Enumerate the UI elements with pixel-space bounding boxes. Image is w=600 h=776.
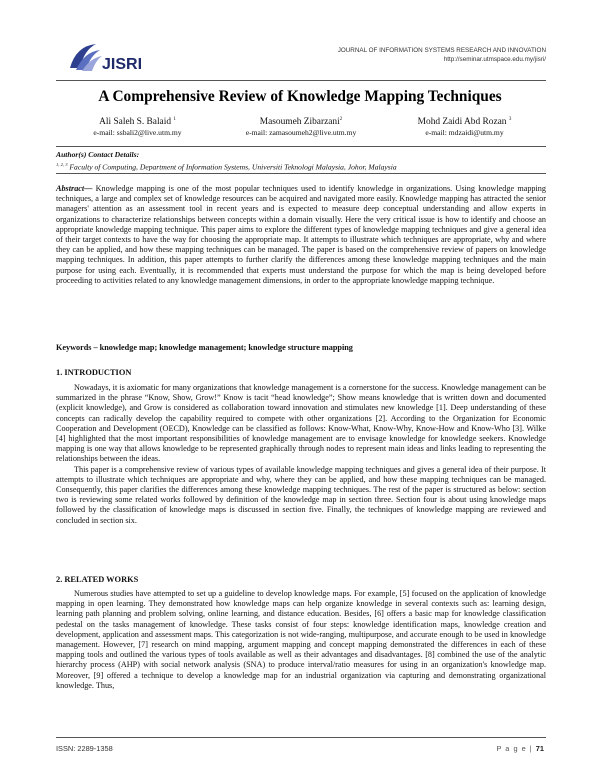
jisri-logo bbox=[66, 38, 156, 78]
contact-heading: Author(s) Contact Details: bbox=[56, 150, 140, 159]
abstract-label: Abstract— bbox=[56, 184, 93, 193]
logo-swoosh-icon bbox=[70, 44, 102, 71]
author-sup: 1 bbox=[173, 117, 176, 122]
affiliation: Faculty of Computing, Department of Information Systems, Universiti Teknologi Malaysia, Johor, Malaysia bbox=[69, 162, 397, 172]
author-sup: 2 bbox=[339, 117, 343, 122]
author-name: Masoumeh Zibarzani bbox=[259, 117, 340, 128]
footer-divider bbox=[56, 737, 546, 738]
journal-name: JOURNAL OF INFORMATION SYSTEMS RESEARCH AND INNOVATION bbox=[337, 47, 546, 54]
logo-text: JISRI bbox=[102, 56, 143, 73]
abstract-text: Knowledge mapping is one of the most popular techniques used to identify knowledge in organizations. Using knowledge mapping techniques, a large and complex set of knowledge resources can be acquired and navigated more easily. Knowledge mapping has attracted the senior managers' attention as an assessment tool in recent years and is expected to measure deep conceptual understanding and allow experts in organizations to characterize relationships between concepts within a domain visually. Here the very critical issue is how to identify and choose an appropriate knowledge mapping technique. This paper aims to explore the different types of knowledge mapping techniques and give a general idea of their target contexts to have the way for choosing the appropriate map. It attempts to illustrate which techniques are appropriate, why and where they can be applied, and how these mapping techniques can be managed. The paper is based on the comprehensive review of papers on knowledge mapping techniques. In addition, this paper attempts to further clarify the differences among these knowledge mapping techniques and the main purpose for using each. Eventually, it is recommended that experts must understand the purpose for which the map is being developed before proceeding to activities related to any knowledge management dimensions, in order to the appropriate knowledge mapping technique. bbox=[56, 184, 546, 285]
journal-url[interactable]: http://seminar.utmspace.edu.my/jisri/ bbox=[443, 56, 546, 63]
abstract bbox=[56, 184, 546, 286]
author-sup: 3 bbox=[508, 117, 512, 122]
contact-divider-top bbox=[56, 146, 546, 147]
author-name: Ali Saleh S. Balaid bbox=[99, 117, 172, 128]
paper-title: A Comprehensive Review of Knowledge Mapping Techniques bbox=[98, 88, 502, 105]
paragraph: This paper is a comprehensive review of various types of available knowledge mapping techniques and gives a general idea of their purpose. It attempts to illustrate which techniques are appropriate and why, where they can be applied, and how these mapping techniques can be managed. Consequently, this paper clarifies the differences among these knowledge mapping techniques. The rest of the paper is structured as below: section two is reviewing some related works followed by definition of the knowledge map in section three. Section four is about using knowledge maps followed by the classification of knowledge maps is discussed in section five. Finally, the techniques of knowledge mapping are reviewed and concluded in section six. bbox=[56, 464, 546, 525]
keywords: Keywords – knowledge map; knowledge management; knowledge structure mapping bbox=[56, 343, 353, 352]
section-heading-introduction: 1. INTRODUCTION bbox=[56, 368, 132, 377]
contact-divider-bottom bbox=[56, 173, 546, 174]
page-label: P a g e | bbox=[496, 744, 533, 753]
author-list bbox=[56, 114, 546, 138]
journal-header bbox=[338, 46, 546, 64]
footer-issn: ISSN: 2289-1358 bbox=[56, 744, 113, 753]
author-email[interactable]: e-mail: ssbali2@live.utm.my bbox=[93, 128, 182, 138]
author bbox=[56, 114, 219, 138]
header-divider bbox=[56, 80, 546, 81]
section-introduction bbox=[56, 383, 546, 526]
author bbox=[220, 114, 383, 138]
page-number: 71 bbox=[535, 744, 544, 753]
paragraph: Numerous studies have attempted to set up a guideline to develop knowledge maps. For example, [5] focused on the application of knowledge mapping in open learning. They demonstrated how knowledge maps can help organize knowledge in several contexts such as: learning design, learning path planning and problem solving, online learning, and distance education. Besides, [6] offers a basic map for knowledge classification pedestal on the tasks management of knowledge. These tasks consist of four steps: knowledge identification maps, knowledge creation and development, application and assessment maps. This categorization is not wide-ranging, multipurpose, and accurate enough to be used in knowledge management. However, [7] research on mind mapping, argument mapping and concept mapping demonstrated the differences in each of these mapping tools and outlined the various types of tools available as well as their advantages and disadvantages. [8] combined the use of the analytic hierarchy process (AHP) with social network analysis (SNA) to produce interval/ratio measures for using in an organization's knowledge map. Moreover, [9] offered a technique to develop a knowledge map for an industrial organization via capturing and demonstrating organizational knowledge. Thus, bbox=[56, 589, 546, 690]
author bbox=[383, 114, 546, 138]
author-email[interactable]: e-mail: zamasoumeh2@live.utm.my bbox=[245, 128, 357, 138]
author-email[interactable]: e-mail: mdzaidi@utm.my bbox=[425, 128, 504, 138]
section-heading-related-works: 2. RELATED WORKS bbox=[56, 575, 139, 584]
section-related-works bbox=[56, 589, 546, 691]
author-name: Mohd Zaidi Abd Rozan bbox=[417, 117, 507, 128]
author-contact bbox=[56, 150, 546, 172]
paragraph: Nowadays, it is axiomatic for many organizations that knowledge management is a cornerstone for the success. Knowledge management can be summarized in the phrase “Know, Show, Grow!” Know is tacit “head knowledge”; Show means knowledge that is written down and documented (explicit knowledge), and Grow is considered as collaboration toward innovation and stimulates new knowledge [1]. Deep understanding of these concepts can radically develop the capability required to compete with other organizations [2]. According to the Organization for Economic Cooperation and Development (OECD), Knowledge can be classified as follows: Know-What, Know-Why, Know-How and Know-Who [3]. Wilke [4] highlighted that the most important responsibilities of knowledge management are to envisage knowledge for knowledge seekers. Knowledge mapping is one way that allows knowledge to be represented graphically through nodes to represent main ideas and links leading to representing the relationships between the ideas. bbox=[56, 383, 546, 464]
contact-sup: 1, 2, 3 bbox=[56, 161, 68, 167]
footer-page-number bbox=[496, 744, 544, 753]
